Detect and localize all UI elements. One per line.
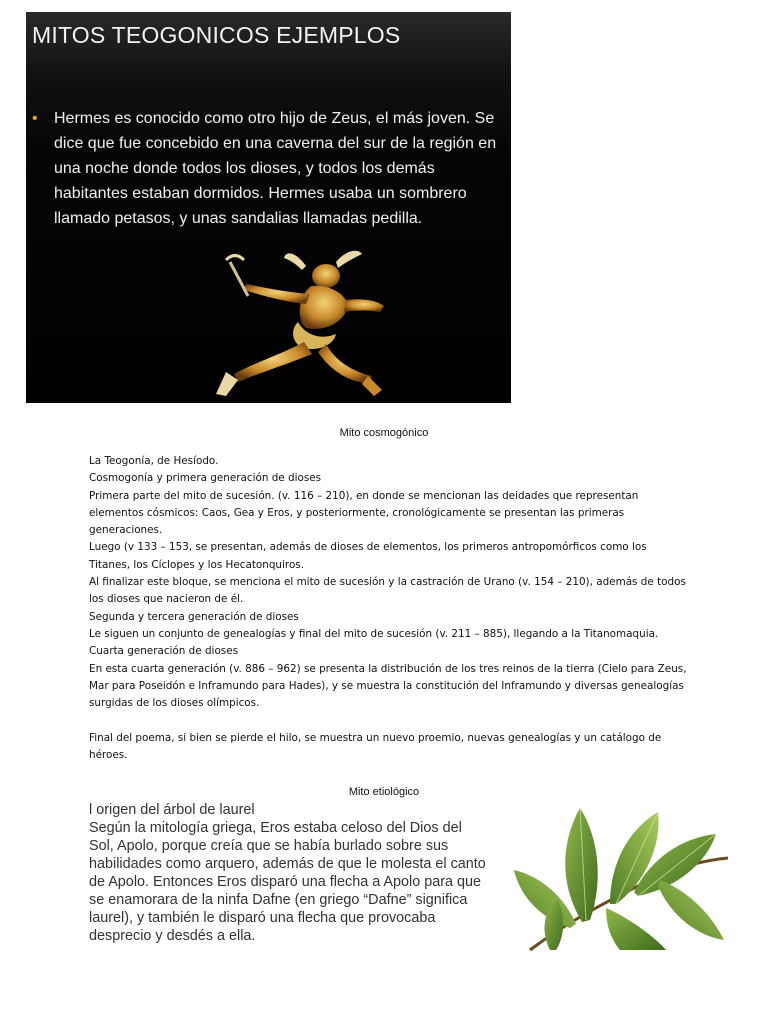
bullet-icon: • bbox=[32, 110, 38, 127]
slide-bullet-text: Hermes es conocido como otro hijo de Zeus, el más joven. Se dice que fue concebido en una caverna del sur de la región en una noche donde todos los dioses, y todos los demás habitantes estaban dormidos. Hermes usaba un sombrero llamado petasos, y unas sandalias llamadas pedilla. bbox=[54, 110, 497, 227]
etiological-title: l origen del árbol de laurel bbox=[89, 802, 255, 818]
etiological-heading: Mito etiológico bbox=[348, 786, 420, 798]
etiological-text bbox=[89, 801, 489, 945]
cosmogonic-line: En esta cuarta generación (v. 886 – 962) se presenta la distribución de los tres reinos de la tierra (Cielo para Zeus, Mar para Poseidón e Inframundo para Hades), y se muestra la constitución del Inframundo y diversas genealogías surgidas de los dioses olímpicos. bbox=[89, 662, 687, 710]
etiological-body: Según la mitología griega, Eros estaba celoso del Dios del Sol, Apolo, porque creía que se había burlado sobre sus habilidades como arquero, además de que le molesta el canto de Apolo. Entonces Eros disparó una flecha a Apolo para que se enamorara de la ninfa Dafne (en griego “Dafne” significa laurel), y también le disparó una flecha que provocaba desprecio y desdés a ella. bbox=[89, 820, 486, 944]
hermes-image bbox=[186, 244, 416, 403]
slide-bullet bbox=[32, 106, 511, 231]
cosmogonic-line: La Teogonía, de Hesíodo. bbox=[89, 455, 219, 467]
cosmogonic-line: Luego (v 133 – 153, se presentan, además de dioses de elementos, los primeros antropomórficos como los Titanes, los Cíclopes y los Hecatonquiros. bbox=[89, 541, 647, 571]
slide-title: MITOS TEOGONICOS EJEMPLOS bbox=[32, 22, 401, 48]
cosmogonic-line: Al finalizar este bloque, se menciona el mito de sucesión y la castración de Urano (v. 154 – 210), además de todos los dioses que nacieron de él. bbox=[89, 576, 686, 606]
cosmogonic-line: Cuarta generación de dioses bbox=[89, 645, 239, 658]
laurel-image bbox=[510, 800, 732, 952]
cosmogonic-line: Le siguen un conjunto de genealogías y final del mito de sucesión (v. 211 – 885), llegando a la Titanomaquia. bbox=[89, 627, 659, 640]
slide-panel bbox=[26, 12, 511, 403]
cosmogonic-line: Primera parte del mito de sucesión. (v. 116 – 210), en donde se mencionan las deidades que representan elementos cósmicos: Caos, Gea y Eros, y posteriormente, cronológicamente se presentan las primeras generaciones. bbox=[89, 489, 639, 537]
cosmogonic-closing: Final del poema, si bien se pierde el hilo, se muestra un nuevo proemio, nuevas genealogías y un catálogo de héroes. bbox=[89, 731, 662, 762]
cosmogonic-heading: Mito cosmogónico bbox=[339, 427, 429, 439]
cosmogonic-line: Cosmogonía y primera generación de dioses bbox=[89, 472, 322, 485]
cosmogonic-text bbox=[89, 453, 689, 764]
cosmogonic-line: Segunda y tercera generación de dioses bbox=[89, 610, 299, 623]
